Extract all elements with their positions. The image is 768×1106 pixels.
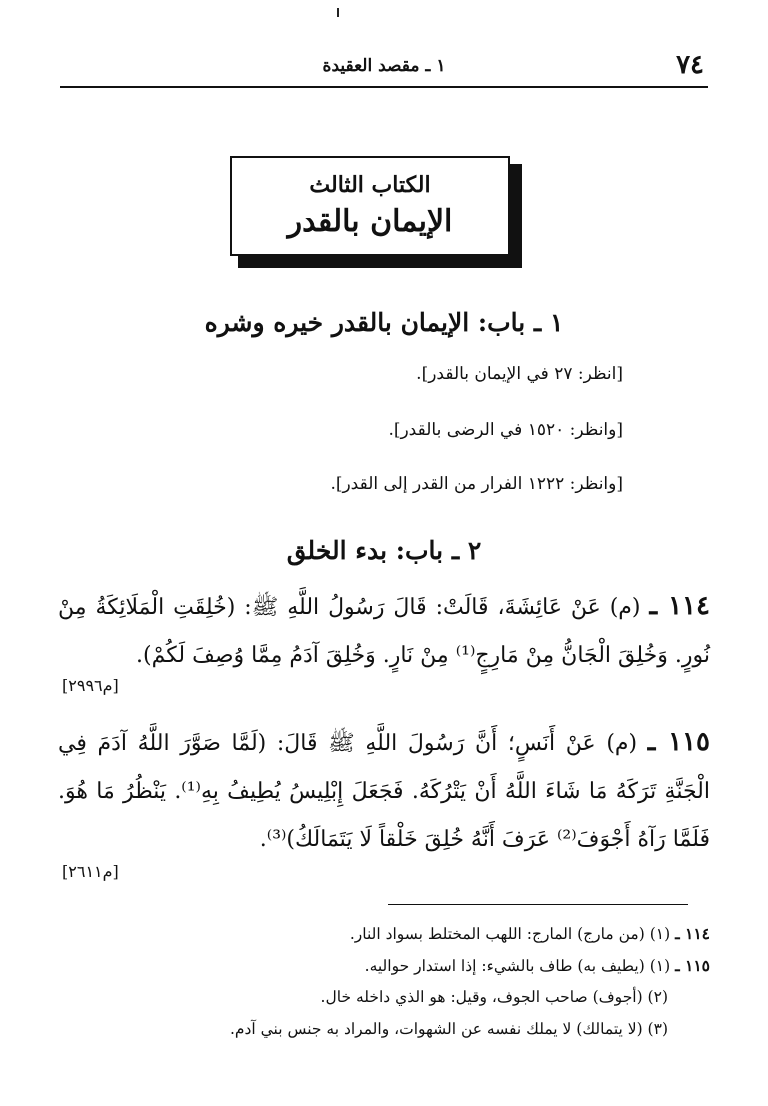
footnote-2-number: ١١٥ ـ — [675, 956, 710, 975]
hadith-115-source: [م٢٦١١] — [62, 862, 119, 881]
book-number: الكتاب الثالث — [309, 172, 431, 198]
footnote-2-text: (١) (يطيف به) طاف بالشيء: إذا استدار حواليه. — [364, 957, 671, 975]
footnote-2 — [365, 956, 710, 975]
header-rule — [60, 86, 708, 88]
footnote-3-text: (٢) (أجوف) صاحب الجوف، وقيل: هو الذي داخله خال. — [320, 988, 668, 1006]
hadith-114-number: ١١٤ ـ — [649, 591, 710, 621]
hadith-115-text: (م) عَنْ أَنَسٍ؛ أَنَّ رَسُولَ اللَّهِ ﷺ قَالَ: (لَمَّا صَوَّرَ اللَّهُ آدَمَ فِي الْجَنَّةِ تَرَكَهُ مَا شَاءَ اللَّهُ أَنْ يَتْرُكَهُ. فَجَعَلَ إِبْلِيسُ يُطِيفُ بِهِ⁽¹⁾. يَنْظُرُ مَا هُوَ. فَلَمَّا رَآهُ أَجْوَفَ⁽²⁾ عَرَفَ أَنَّهُ خُلِقَ خَلْقاً لَا يَتَمَالَكُ)⁽³⁾. — [58, 731, 710, 852]
chapter-1-title: ١ ـ باب: الإيمان بالقدر خيره وشره — [204, 308, 564, 337]
hadith-114-source: [م٢٩٩٦] — [62, 676, 119, 695]
page-number: ٧٤ — [676, 50, 704, 80]
footnote-4 — [230, 1020, 668, 1038]
hadith-115-number: ١١٥ ـ — [647, 727, 710, 757]
footnote-3 — [321, 988, 668, 1006]
chapter-2-title: ٢ ـ باب: بدء الخلق — [286, 536, 482, 565]
footnote-1 — [350, 924, 710, 943]
hadith-115 — [58, 718, 710, 864]
top-tick-mark — [337, 8, 339, 17]
footnote-rule — [388, 904, 688, 905]
hadith-114-text: (م) عَنْ عَائِشَةَ، قَالَتْ: قَالَ رَسُولُ اللَّهِ ﷺ: (خُلِقَتِ الْمَلَائِكَةُ مِنْ نُورٍ. وَخُلِقَ الْجَانُّ مِنْ مَارِجٍ⁽¹⁾ مِنْ نَارٍ. وَخُلِقَ آدَمُ مِمَّا وُصِفَ لَكُمْ). — [58, 595, 710, 668]
footnote-1-text: (١) (من مارج) المارج: اللهب المختلط بسواد النار. — [349, 925, 671, 943]
footnote-1-number: ١١٤ ـ — [675, 924, 710, 943]
hadith-114 — [58, 582, 710, 680]
cross-reference-2: [وانظر: ١٥٢٠ في الرضى بالقدر]. — [388, 420, 623, 440]
cross-reference-1: [انظر: ٢٧ في الإيمان بالقدر]. — [416, 364, 623, 384]
cross-reference-3: [وانظر: ١٢٢٢ الفرار من القدر إلى القدر]. — [330, 474, 623, 494]
book-title-box — [230, 156, 510, 256]
page-header — [60, 50, 708, 84]
footnote-4-text: (٣) (لا يتمالك) لا يملك نفسه عن الشهوات، والمراد به جنس بني آدم. — [229, 1020, 668, 1038]
running-title: ١ ـ مقصد العقيدة — [322, 56, 446, 76]
book-title: الإيمان بالقدر — [287, 204, 453, 239]
